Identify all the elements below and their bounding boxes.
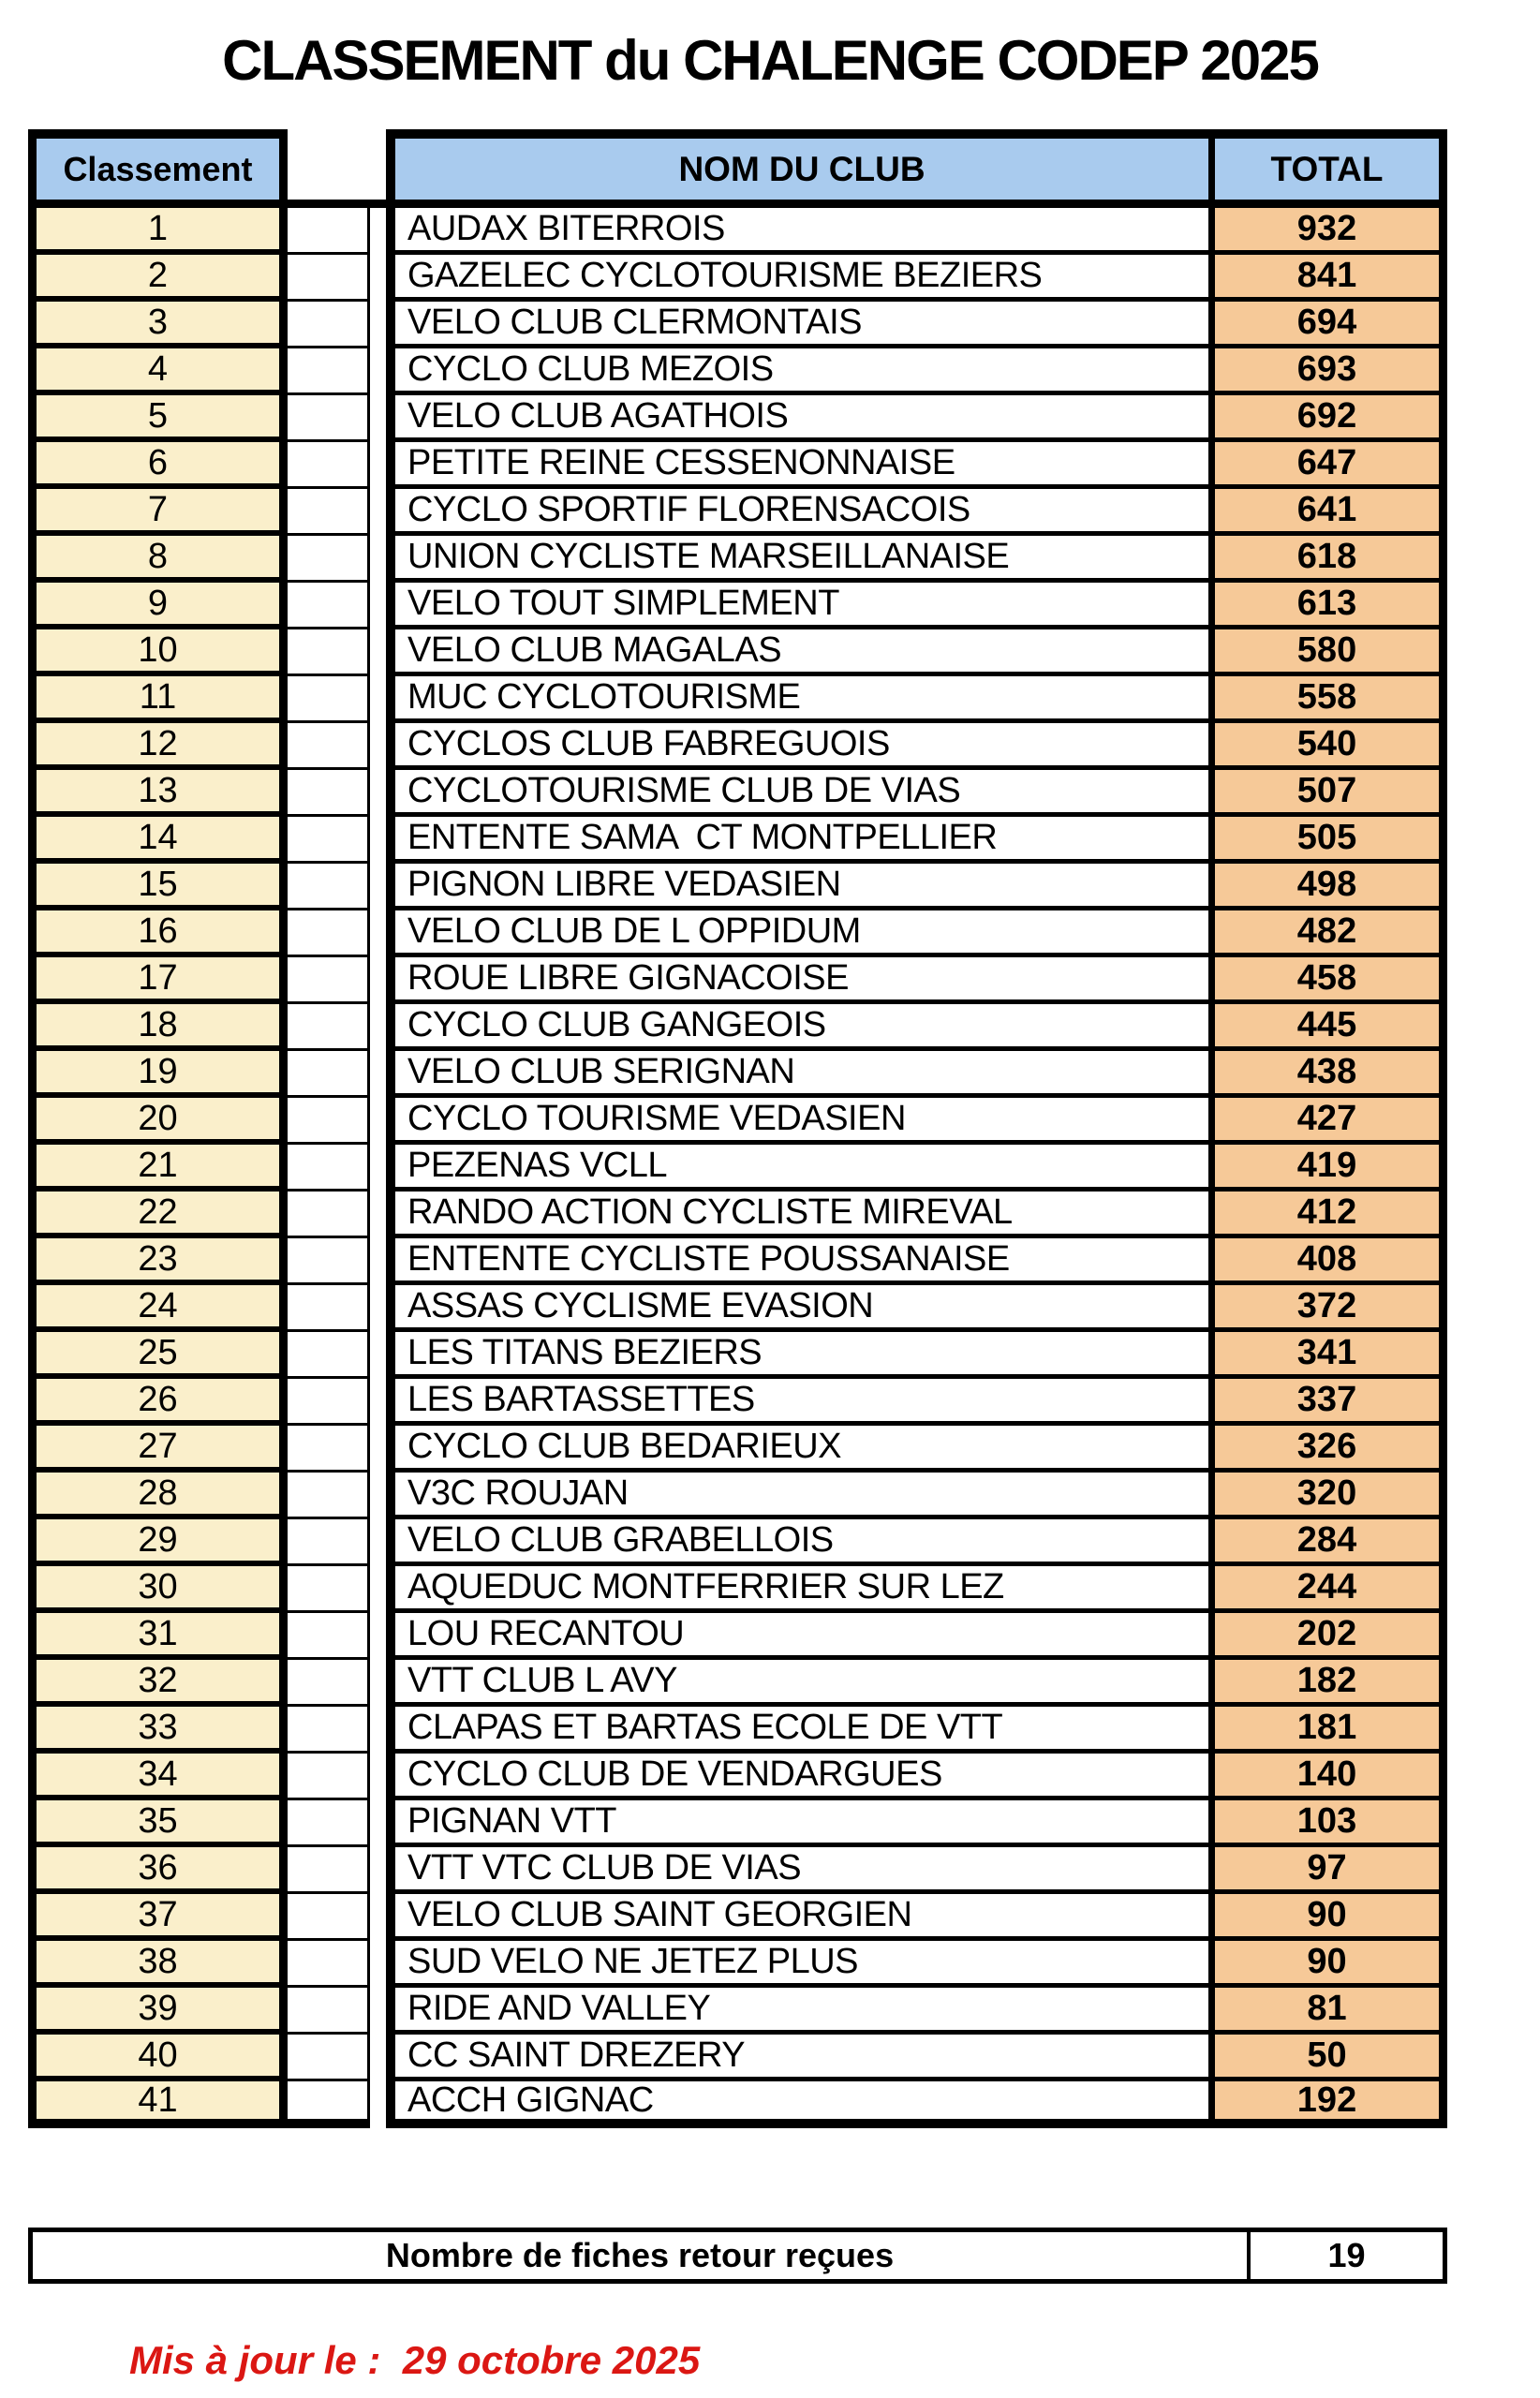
gap-cell: [288, 1847, 370, 1894]
total-cell: 694: [1208, 302, 1447, 348]
table-body: [28, 208, 1447, 2128]
gap-cell: [288, 302, 370, 348]
header-gap-column: [288, 129, 386, 208]
spacer-cell: [370, 1238, 386, 1285]
total-cell: 613: [1208, 583, 1447, 629]
gap-cell: [288, 2035, 370, 2081]
rank-cell: 8: [28, 536, 288, 583]
total-cell: 647: [1208, 442, 1447, 489]
gap-cell: [288, 1707, 370, 1754]
table-row: [28, 1941, 1447, 1988]
club-cell: PEZENAS VCLL: [386, 1145, 1208, 1192]
gap-cell: [288, 1332, 370, 1379]
total-cell: 103: [1208, 1800, 1447, 1847]
spacer-cell: [370, 208, 386, 255]
table-row: [28, 770, 1447, 817]
club-cell: PIGNON LIBRE VEDASIEN: [386, 864, 1208, 910]
gap-cell: [288, 1566, 370, 1613]
club-cell: CYCLO TOURISME VEDASIEN: [386, 1098, 1208, 1145]
total-cell: 337: [1208, 1379, 1447, 1426]
gap-cell: [288, 536, 370, 583]
club-cell: VELO TOUT SIMPLEMENT: [386, 583, 1208, 629]
spacer-cell: [370, 1613, 386, 1660]
gap-cell: [288, 1941, 370, 1988]
club-cell: V3C ROUJAN: [386, 1473, 1208, 1519]
total-cell: 408: [1208, 1238, 1447, 1285]
rank-cell: 25: [28, 1332, 288, 1379]
spacer-cell: [370, 1051, 386, 1098]
club-cell: SUD VELO NE JETEZ PLUS: [386, 1941, 1208, 1988]
spacer-cell: [370, 395, 386, 442]
rank-cell: 38: [28, 1941, 288, 1988]
total-cell: 438: [1208, 1051, 1447, 1098]
gap-cell: [288, 1754, 370, 1800]
gap-cell: [288, 910, 370, 957]
gap-cell: [288, 864, 370, 910]
spacer-cell: [370, 1566, 386, 1613]
total-cell: 445: [1208, 1004, 1447, 1051]
rank-cell: 21: [28, 1145, 288, 1192]
table-row: [28, 1145, 1447, 1192]
rank-cell: 14: [28, 817, 288, 864]
club-cell: CLAPAS ET BARTAS ECOLE DE VTT: [386, 1707, 1208, 1754]
spacer-cell: [370, 1754, 386, 1800]
spacer-cell: [370, 957, 386, 1004]
rank-cell: 26: [28, 1379, 288, 1426]
spacer-cell: [370, 255, 386, 302]
table-row: [28, 1004, 1447, 1051]
header-club-column: NOM DU CLUB: [386, 129, 1208, 208]
club-cell: LOU RECANTOU: [386, 1613, 1208, 1660]
total-cell: 507: [1208, 770, 1447, 817]
club-cell: CYCLO CLUB MEZOIS: [386, 348, 1208, 395]
summary-value: 19: [1247, 2232, 1443, 2279]
club-cell: VTT VTC CLUB DE VIAS: [386, 1847, 1208, 1894]
table-row: [28, 1660, 1447, 1707]
rank-cell: 15: [28, 864, 288, 910]
spacer-cell: [370, 583, 386, 629]
total-cell: 540: [1208, 723, 1447, 770]
total-cell: 140: [1208, 1754, 1447, 1800]
club-cell: ACCH GIGNAC: [386, 2081, 1208, 2128]
total-cell: 693: [1208, 348, 1447, 395]
rank-cell: 33: [28, 1707, 288, 1754]
gap-cell: [288, 1473, 370, 1519]
gap-cell: [288, 489, 370, 536]
table-row: [28, 489, 1447, 536]
total-cell: 618: [1208, 536, 1447, 583]
spacer-cell: [370, 302, 386, 348]
spacer-cell: [370, 629, 386, 676]
rank-cell: 13: [28, 770, 288, 817]
table-row: [28, 1613, 1447, 1660]
rank-cell: 29: [28, 1519, 288, 1566]
total-cell: 580: [1208, 629, 1447, 676]
total-cell: 482: [1208, 910, 1447, 957]
total-cell: 372: [1208, 1285, 1447, 1332]
spacer-cell: [370, 1192, 386, 1238]
rank-cell: 3: [28, 302, 288, 348]
table-row: [28, 2081, 1447, 2128]
spacer-cell: [370, 1285, 386, 1332]
gap-cell: [288, 208, 370, 255]
spacer-cell: [370, 910, 386, 957]
table-row: [28, 1192, 1447, 1238]
spacer-cell: [370, 1847, 386, 1894]
rank-cell: 17: [28, 957, 288, 1004]
gap-cell: [288, 1988, 370, 2035]
total-cell: 932: [1208, 208, 1447, 255]
total-cell: 181: [1208, 1707, 1447, 1754]
club-cell: ROUE LIBRE GIGNACOISE: [386, 957, 1208, 1004]
total-cell: 505: [1208, 817, 1447, 864]
gap-cell: [288, 442, 370, 489]
total-cell: 244: [1208, 1566, 1447, 1613]
spacer-cell: [370, 1098, 386, 1145]
rank-cell: 1: [28, 208, 288, 255]
club-cell: VELO CLUB AGATHOIS: [386, 395, 1208, 442]
gap-cell: [288, 770, 370, 817]
rank-cell: 34: [28, 1754, 288, 1800]
gap-cell: [288, 1519, 370, 1566]
spacer-cell: [370, 1145, 386, 1192]
club-cell: PIGNAN VTT: [386, 1800, 1208, 1847]
club-cell: AUDAX BITERROIS: [386, 208, 1208, 255]
spacer-cell: [370, 1988, 386, 2035]
club-cell: ASSAS CYCLISME EVASION: [386, 1285, 1208, 1332]
gap-cell: [288, 1051, 370, 1098]
table-row: [28, 395, 1447, 442]
spacer-cell: [370, 723, 386, 770]
spacer-cell: [370, 1941, 386, 1988]
gap-cell: [288, 1379, 370, 1426]
rank-cell: 6: [28, 442, 288, 489]
gap-cell: [288, 629, 370, 676]
club-cell: RANDO ACTION CYCLISTE MIREVAL: [386, 1192, 1208, 1238]
total-cell: 81: [1208, 1988, 1447, 2035]
rank-cell: 35: [28, 1800, 288, 1847]
club-cell: MUC CYCLOTOURISME: [386, 676, 1208, 723]
spacer-cell: [370, 1426, 386, 1473]
rank-cell: 9: [28, 583, 288, 629]
total-cell: 458: [1208, 957, 1447, 1004]
club-cell: VTT CLUB L AVY: [386, 1660, 1208, 1707]
club-cell: VELO CLUB SAINT GEORGIEN: [386, 1894, 1208, 1941]
rank-cell: 18: [28, 1004, 288, 1051]
total-cell: 692: [1208, 395, 1447, 442]
spacer-cell: [370, 864, 386, 910]
club-cell: VELO CLUB GRABELLOIS: [386, 1519, 1208, 1566]
table-row: [28, 864, 1447, 910]
club-cell: CYCLO CLUB BEDARIEUX: [386, 1426, 1208, 1473]
rank-cell: 20: [28, 1098, 288, 1145]
table-row: [28, 442, 1447, 489]
spacer-cell: [370, 1379, 386, 1426]
header-rank-column: Classement: [28, 129, 288, 208]
table-header-row: [28, 129, 1447, 208]
total-cell: 641: [1208, 489, 1447, 536]
rank-cell: 10: [28, 629, 288, 676]
rank-cell: 30: [28, 1566, 288, 1613]
spacer-cell: [370, 1707, 386, 1754]
spacer-cell: [370, 536, 386, 583]
gap-cell: [288, 255, 370, 302]
club-cell: PETITE REINE CESSENONNAISE: [386, 442, 1208, 489]
gap-cell: [288, 1613, 370, 1660]
club-cell: VELO CLUB DE L OPPIDUM: [386, 910, 1208, 957]
ranking-table: [28, 129, 1447, 2128]
total-cell: 90: [1208, 1941, 1447, 1988]
gap-cell: [288, 2081, 370, 2128]
club-cell: CYCLO CLUB DE VENDARGUES: [386, 1754, 1208, 1800]
rank-cell: 39: [28, 1988, 288, 2035]
table-row: [28, 1238, 1447, 1285]
gap-cell: [288, 723, 370, 770]
table-row: [28, 1379, 1447, 1426]
rank-cell: 40: [28, 2035, 288, 2081]
club-cell: CYCLOTOURISME CLUB DE VIAS: [386, 770, 1208, 817]
spacer-cell: [370, 442, 386, 489]
total-cell: 320: [1208, 1473, 1447, 1519]
rank-cell: 23: [28, 1238, 288, 1285]
gap-cell: [288, 1145, 370, 1192]
spacer-cell: [370, 1894, 386, 1941]
table-row: [28, 348, 1447, 395]
club-cell: ENTENTE SAMA CT MONTPELLIER: [386, 817, 1208, 864]
gap-cell: [288, 1238, 370, 1285]
table-row: [28, 255, 1447, 302]
spacer-cell: [370, 1473, 386, 1519]
rank-cell: 24: [28, 1285, 288, 1332]
club-cell: ENTENTE CYCLISTE POUSSANAISE: [386, 1238, 1208, 1285]
club-cell: VELO CLUB MAGALAS: [386, 629, 1208, 676]
table-row: [28, 1051, 1447, 1098]
gap-cell: [288, 1426, 370, 1473]
spacer-cell: [370, 348, 386, 395]
table-row: [28, 1098, 1447, 1145]
table-row: [28, 1988, 1447, 2035]
spacer-cell: [370, 1332, 386, 1379]
total-cell: 412: [1208, 1192, 1447, 1238]
table-row: [28, 957, 1447, 1004]
table-row: [28, 723, 1447, 770]
gap-cell: [288, 1004, 370, 1051]
table-row: [28, 1332, 1447, 1379]
rank-cell: 31: [28, 1613, 288, 1660]
table-row: [28, 1707, 1447, 1754]
page-title: CLASSEMENT du CHALENGE CODEP 2025: [222, 29, 1318, 92]
total-cell: 419: [1208, 1145, 1447, 1192]
table-row: [28, 1285, 1447, 1332]
total-cell: 326: [1208, 1426, 1447, 1473]
table-row: [28, 1566, 1447, 1613]
gap-cell: [288, 1894, 370, 1941]
spacer-cell: [370, 817, 386, 864]
spacer-cell: [370, 1800, 386, 1847]
table-row: [28, 1754, 1447, 1800]
spacer-cell: [370, 770, 386, 817]
club-cell: VELO CLUB SERIGNAN: [386, 1051, 1208, 1098]
rank-cell: 36: [28, 1847, 288, 1894]
total-cell: 841: [1208, 255, 1447, 302]
total-cell: 341: [1208, 1332, 1447, 1379]
rank-cell: 2: [28, 255, 288, 302]
rank-cell: 5: [28, 395, 288, 442]
club-cell: CYCLO CLUB GANGEOIS: [386, 1004, 1208, 1051]
summary-label: Nombre de fiches retour reçues: [385, 2236, 895, 2274]
total-cell: 97: [1208, 1847, 1447, 1894]
spacer-cell: [370, 2081, 386, 2128]
gap-cell: [288, 957, 370, 1004]
total-cell: 90: [1208, 1894, 1447, 1941]
rank-cell: 37: [28, 1894, 288, 1941]
club-cell: GAZELEC CYCLOTOURISME BEZIERS: [386, 255, 1208, 302]
club-cell: AQUEDUC MONTFERRIER SUR LEZ: [386, 1566, 1208, 1613]
table-row: [28, 910, 1447, 957]
club-cell: RIDE AND VALLEY: [386, 1988, 1208, 2035]
total-cell: 192: [1208, 2081, 1447, 2128]
spacer-cell: [370, 676, 386, 723]
table-row: [28, 208, 1447, 255]
table-row: [28, 1519, 1447, 1566]
gap-cell: [288, 1192, 370, 1238]
table-row: [28, 2035, 1447, 2081]
table-row: [28, 676, 1447, 723]
rank-cell: 4: [28, 348, 288, 395]
club-cell: CC SAINT DREZERY: [386, 2035, 1208, 2081]
table-row: [28, 629, 1447, 676]
table-row: [28, 1894, 1447, 1941]
club-cell: LES BARTASSETTES: [386, 1379, 1208, 1426]
table-row: [28, 1800, 1447, 1847]
total-cell: 498: [1208, 864, 1447, 910]
total-cell: 284: [1208, 1519, 1447, 1566]
total-cell: 558: [1208, 676, 1447, 723]
gap-cell: [288, 1098, 370, 1145]
rank-cell: 41: [28, 2081, 288, 2128]
club-cell: CYCLO SPORTIF FLORENSACOIS: [386, 489, 1208, 536]
gap-cell: [288, 1285, 370, 1332]
table-row: [28, 817, 1447, 864]
rank-cell: 11: [28, 676, 288, 723]
rank-cell: 19: [28, 1051, 288, 1098]
rank-cell: 12: [28, 723, 288, 770]
rank-cell: 7: [28, 489, 288, 536]
club-cell: VELO CLUB CLERMONTAIS: [386, 302, 1208, 348]
club-cell: LES TITANS BEZIERS: [386, 1332, 1208, 1379]
club-cell: CYCLOS CLUB FABREGUOIS: [386, 723, 1208, 770]
spacer-cell: [370, 1660, 386, 1707]
rank-cell: 32: [28, 1660, 288, 1707]
total-cell: 50: [1208, 2035, 1447, 2081]
gap-cell: [288, 583, 370, 629]
gap-cell: [288, 1800, 370, 1847]
gap-cell: [288, 676, 370, 723]
summary-row: [28, 2228, 1447, 2284]
gap-cell: [288, 395, 370, 442]
gap-cell: [288, 817, 370, 864]
rank-cell: 22: [28, 1192, 288, 1238]
total-cell: 182: [1208, 1660, 1447, 1707]
spacer-cell: [370, 1519, 386, 1566]
spacer-cell: [370, 489, 386, 536]
table-row: [28, 1847, 1447, 1894]
table-row: [28, 302, 1447, 348]
update-note: Mis à jour le : 29 octobre 2025: [129, 2338, 701, 2382]
total-cell: 427: [1208, 1098, 1447, 1145]
table-row: [28, 583, 1447, 629]
rank-cell: 28: [28, 1473, 288, 1519]
total-cell: 202: [1208, 1613, 1447, 1660]
rank-cell: 27: [28, 1426, 288, 1473]
table-row: [28, 1426, 1447, 1473]
table-row: [28, 1473, 1447, 1519]
table-row: [28, 536, 1447, 583]
spacer-cell: [370, 2035, 386, 2081]
rank-cell: 16: [28, 910, 288, 957]
club-cell: UNION CYCLISTE MARSEILLANAISE: [386, 536, 1208, 583]
header-total-column: TOTAL: [1208, 129, 1447, 208]
spacer-cell: [370, 1004, 386, 1051]
gap-cell: [288, 1660, 370, 1707]
gap-cell: [288, 348, 370, 395]
